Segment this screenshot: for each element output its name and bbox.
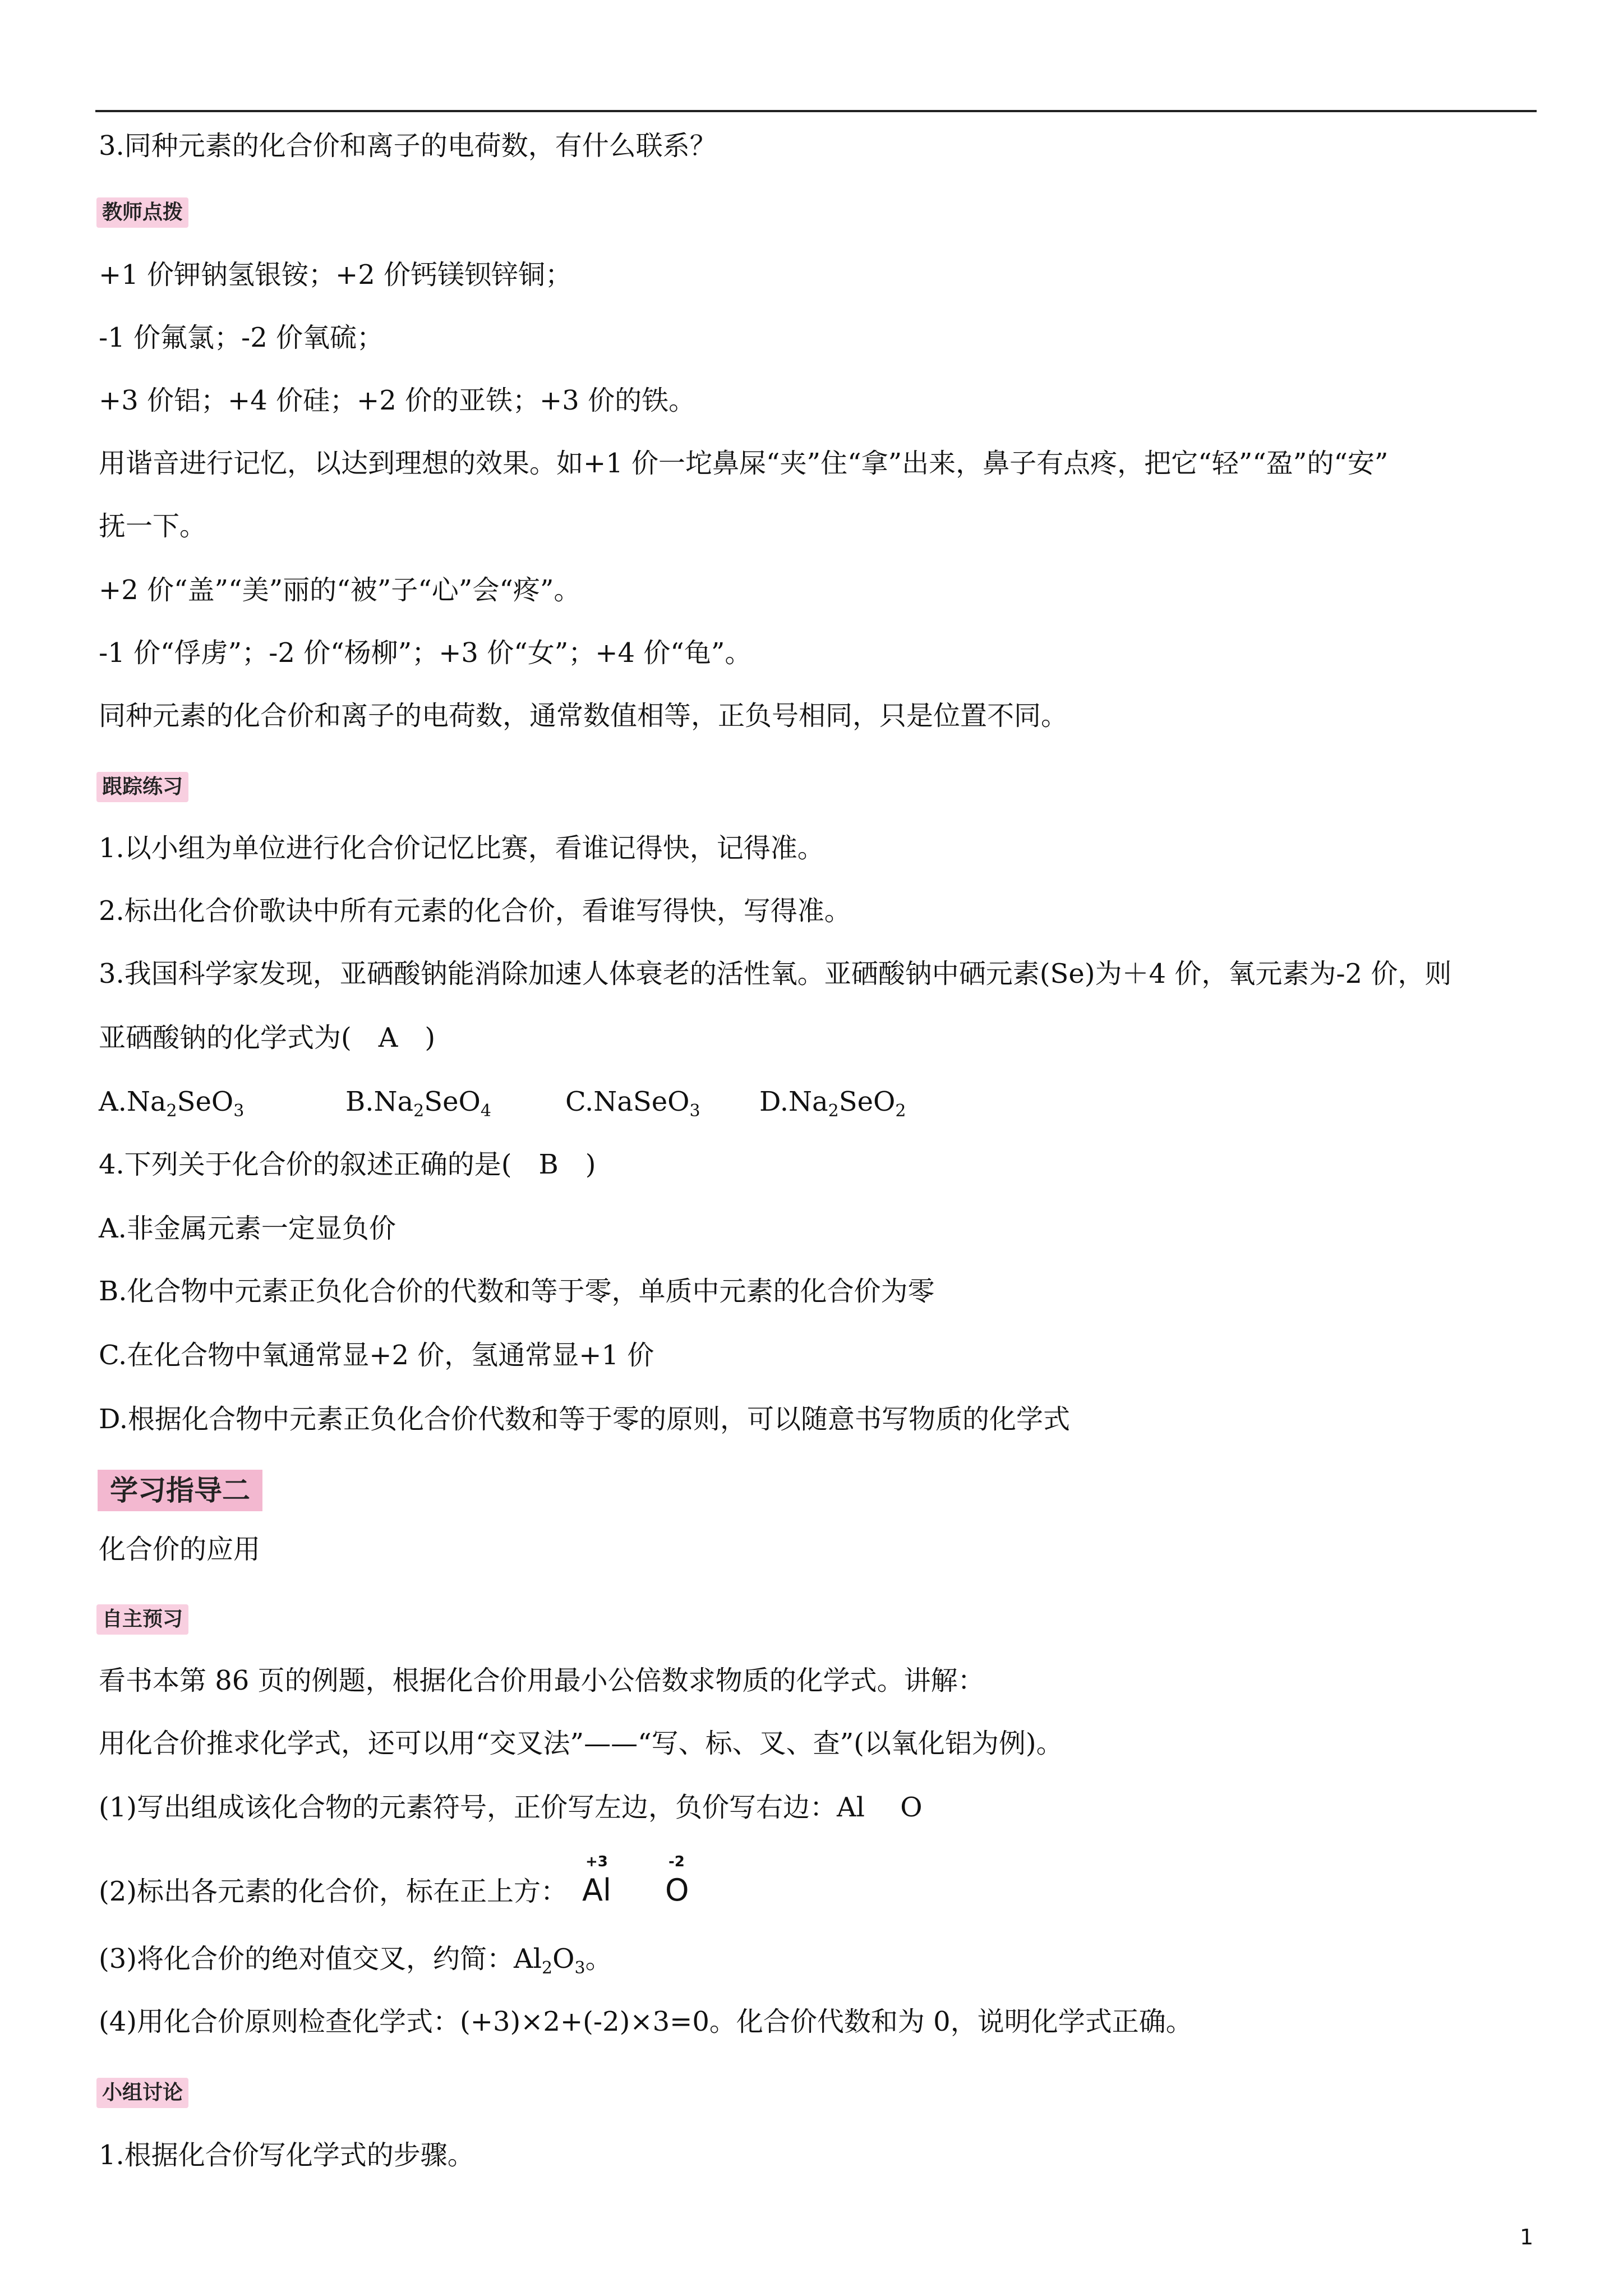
- step-2: (2)标出各元素的化合价，标在正上方： +3 Al -2 O: [99, 1872, 728, 1910]
- option-a: $A.Na_2SeO_3$: [99, 1086, 245, 1121]
- valence-o: -2 O: [665, 1853, 689, 1908]
- practice-q3-options: [99, 1084, 906, 1120]
- section-subtitle: 化合价的应用: [99, 1534, 261, 1565]
- top-rule: [95, 110, 1537, 112]
- tag-teacher-tips: 教师点拨: [96, 197, 188, 228]
- tip-line-2: -1 价氟氯；-2 价氧硫；: [99, 322, 384, 353]
- practice-q1: 1.以小组为单位进行化合价记忆比赛，看谁记得快，记得准。: [99, 832, 824, 864]
- option-b: $B.Na_2SeO_4$: [345, 1086, 491, 1121]
- discussion-q1: 1.根据化合价写化学式的步骤。: [99, 2139, 474, 2171]
- tip-line-7: -1 价“俘虏”；-2 价“杨柳”；+3 价“女”；+4 价“龟”。: [99, 637, 752, 669]
- tag-self-preview: 自主预习: [96, 1604, 188, 1635]
- q4-option-d: D.根据化合物中元素正负化合价代数和等于零的原则，可以随意书写物质的化学式: [99, 1404, 1071, 1435]
- step-1: (1)写出组成该化合物的元素符号，正价写左边，负价写右边：Al O: [99, 1792, 923, 1823]
- practice-q3-line1: 3.我国科学家发现，亚硒酸钠能消除加速人体衰老的活性氧。亚硒酸钠中硒元素(Se)为＋4 价，氧元素为-2 价，则: [99, 958, 1452, 990]
- q4-option-c: C.在化合物中氧通常显+2 价，氢通常显+1 价: [99, 1340, 654, 1371]
- practice-q3-line2: 亚硒酸钠的化学式为( A ): [99, 1022, 436, 1053]
- preview-line-2: 用化合价推求化学式，还可以用“交叉法”——“写、标、叉、查”(以氧化铝为例)。: [99, 1728, 1063, 1759]
- tip-line-1: +1 价钾钠氢银铵；+2 价钙镁钡锌铜；: [99, 259, 573, 291]
- preview-line-1: 看书本第 86 页的例题，根据化合价用最小公倍数求物质的化学式。讲解：: [99, 1665, 985, 1696]
- step-4: (4)用化合价原则检查化学式：(+3)×2+(-2)×3=0。化合价代数和为 0，说明化学式正确。: [99, 2006, 1193, 2037]
- practice-q2: 2.标出化合价歌诀中所有元素的化合价，看谁写得快，写得准。: [99, 895, 851, 927]
- tag-follow-practice: 跟踪练习: [96, 772, 188, 802]
- tip-line-8: 同种元素的化合价和离子的电荷数，通常数值相等，正负号相同，只是位置不同。: [99, 700, 1068, 731]
- q4-option-b: B.化合物中元素正负化合价的代数和等于零，单质中元素的化合价为零: [99, 1276, 935, 1307]
- option-d: $D.Na_2SeO_2$: [759, 1086, 906, 1121]
- tip-line-4: 用谐音进行记忆，以达到理想的效果。如+1 价一坨鼻屎“夹”住“拿”出来，鼻子有点疼，把它“轻”“盈”的“安”: [99, 448, 1389, 479]
- q4-option-a: A.非金属元素一定显负价: [99, 1213, 396, 1244]
- option-c: C.NaSeO$_3$: [565, 1086, 700, 1121]
- tag-group-discussion: 小组讨论: [96, 2078, 188, 2108]
- tip-line-6: +2 价“盖”“美”丽的“被”子“心”会“疼”。: [99, 574, 581, 606]
- valence-al: +3 Al: [582, 1853, 611, 1908]
- step-3: (3)将化合价的绝对值交叉，约简：$Al_2O_3$。: [99, 1943, 612, 1978]
- tip-line-5: 抚一下。: [99, 510, 207, 542]
- question-3: 3.同种元素的化合价和离子的电荷数，有什么联系？: [99, 130, 717, 162]
- section-heading: 学习指导二: [98, 1470, 262, 1511]
- practice-q4: 4.下列关于化合价的叙述正确的是( B ): [99, 1149, 596, 1180]
- tip-line-3: +3 价铝；+4 价硅；+2 价的亚铁；+3 价的铁。: [99, 385, 696, 416]
- page-number: 1: [1520, 2225, 1534, 2249]
